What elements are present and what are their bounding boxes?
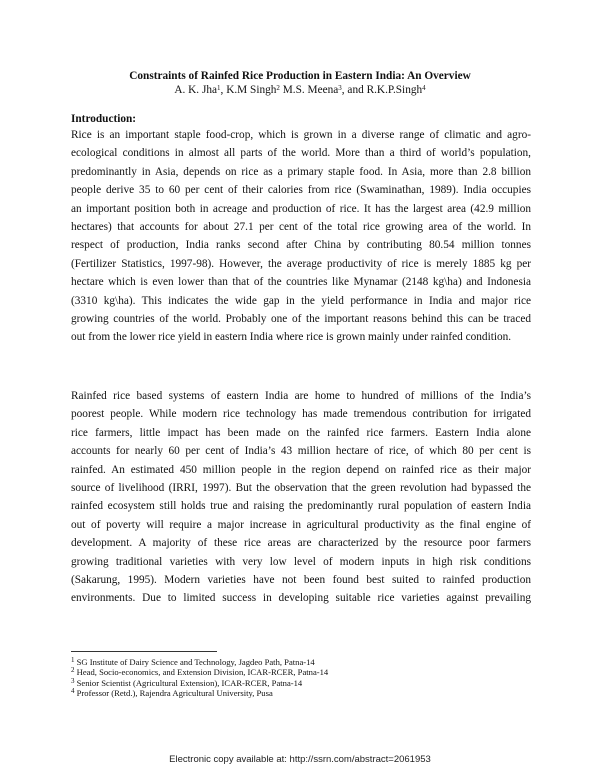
author-affiliation-mark: 3: [338, 84, 342, 92]
text-line: (Sakarung, 1995). Modern varieties have not been found best suited to rainfed production: [71, 573, 531, 586]
footnote: [71, 657, 328, 667]
text-line: an important position both in acreage and production of rice. It has the largest area (42.9 million: [71, 202, 531, 215]
text-line: out of poverty will require a major increase in agricultural productivity as the final engine of: [71, 518, 531, 531]
text-line: accounts for nearly 60 per cent of India’s 43 million hectare of rice, of which 80 per cent is: [71, 445, 531, 458]
text-line: growing traditional varieties with very low level of modern inputs in high risk conditions: [71, 555, 531, 568]
text-line: rainfed ecosystem still holds true and raising the predominantly rural population of eastern India: [71, 500, 531, 513]
footnotes: [71, 657, 328, 698]
author-affiliation-mark: 2: [276, 84, 280, 92]
author-line: [0, 84, 600, 97]
author-name: M.S. Meena: [282, 84, 339, 96]
footnote-divider: [71, 651, 217, 652]
text-line: poorest people. While modern rice technology has made tremendous contribution for irrigated: [71, 408, 531, 421]
author-name: K.M Singh: [226, 84, 277, 96]
text-line: environments. Due to limited success in developing suitable rice varieties against prevailing: [71, 592, 531, 605]
body-paragraph: [71, 387, 531, 608]
text-line: predominantly in Asia, depends on rice as a primary staple food. In Asia, more than 2.8 billion: [71, 165, 531, 178]
text-line: source of livelihood (IRRI, 1997). But the observation that the green revolution had bypassed the: [71, 481, 531, 494]
footnote-mark: 3: [71, 676, 75, 685]
footnote: [71, 667, 328, 677]
text-line: rainfed. An estimated 450 million people in the region depend on rainfed rice as their major: [71, 463, 531, 476]
text-line: Rice is an important staple food-crop, which is grown in a diverse range of climatic and agro-: [71, 129, 531, 141]
text-line: hectare which is even lower than that of the countries like Mynamar (2148 kg\ha) and Indonesia: [71, 276, 531, 289]
text-line: people derive 35 to 60 per cent of their calories from rice (Swaminathan, 1989). India occupies: [71, 184, 531, 197]
footnote-mark: 2: [71, 666, 75, 675]
footnote-text: SG Institute of Dairy Science and Technology, Jagdeo Path, Patna-14: [76, 657, 315, 667]
text-line: respect of production, India ranks second after China by contributing 80.54 million tonnes: [71, 239, 531, 252]
text-line: development. A majority of these rice areas are characterized by the resource poor farmers: [71, 537, 531, 550]
author-name: A. K. Jha: [174, 84, 218, 96]
footnote-mark: 4: [71, 686, 75, 695]
text-line: rice farmers, little impact has been made on the rainfed rice farmers. Eastern India alone: [71, 426, 531, 439]
text-line: (3310 kg\ha). This indicates the wide gap in the yield performance in India and major rice: [71, 294, 531, 307]
footnote: [71, 678, 328, 688]
author-name: R.K.P.Singh: [366, 84, 423, 96]
text-line: ecological conditions in almost all parts of the world. More than a third of world’s population,: [71, 147, 531, 160]
footnote-text: Senior Scientist (Agricultural Extension), ICAR-RCER, Patna-14: [76, 677, 303, 688]
section-heading: Introduction:: [71, 113, 137, 125]
footnote-text: Professor (Retd.), Rajendra Agricultural University, Pusa: [76, 687, 273, 698]
ssrn-footer: Electronic copy available at: http://ssrn.com/abstract=2061953: [169, 754, 431, 765]
author-separator: , and: [341, 84, 367, 96]
author-affiliation-mark: 1: [217, 84, 221, 92]
paper-title: Constraints of Rainfed Rice Production in Eastern India: An Overview: [129, 70, 471, 82]
body-paragraph: [71, 126, 531, 347]
text-line: out from the lower rice yield in eastern India where rice is grown mainly under rainfed condition.: [71, 331, 512, 344]
author-separator: ,: [220, 84, 227, 96]
text-line: (Fertilizer Statistics, 1997-98). However, the average productivity of rice is merely 1885 kg per: [71, 257, 531, 270]
text-line: growing countries of the world. Probably one of the important reasons behind this can be traced: [71, 312, 531, 325]
footnote-text: Head, Socio-economics, and Extension Division, ICAR-RCER, Patna-14: [76, 667, 329, 678]
text-line: hectares) that accounts for about 27.1 per cent of the total rice growing area of the world. In: [71, 220, 531, 233]
author-affiliation-mark: 4: [422, 84, 426, 92]
text-line: Rainfed rice based systems of eastern India are home to hundred of millions of the India’s: [71, 390, 531, 402]
footnote-mark: 1: [71, 656, 75, 664]
footnote: [71, 688, 328, 698]
